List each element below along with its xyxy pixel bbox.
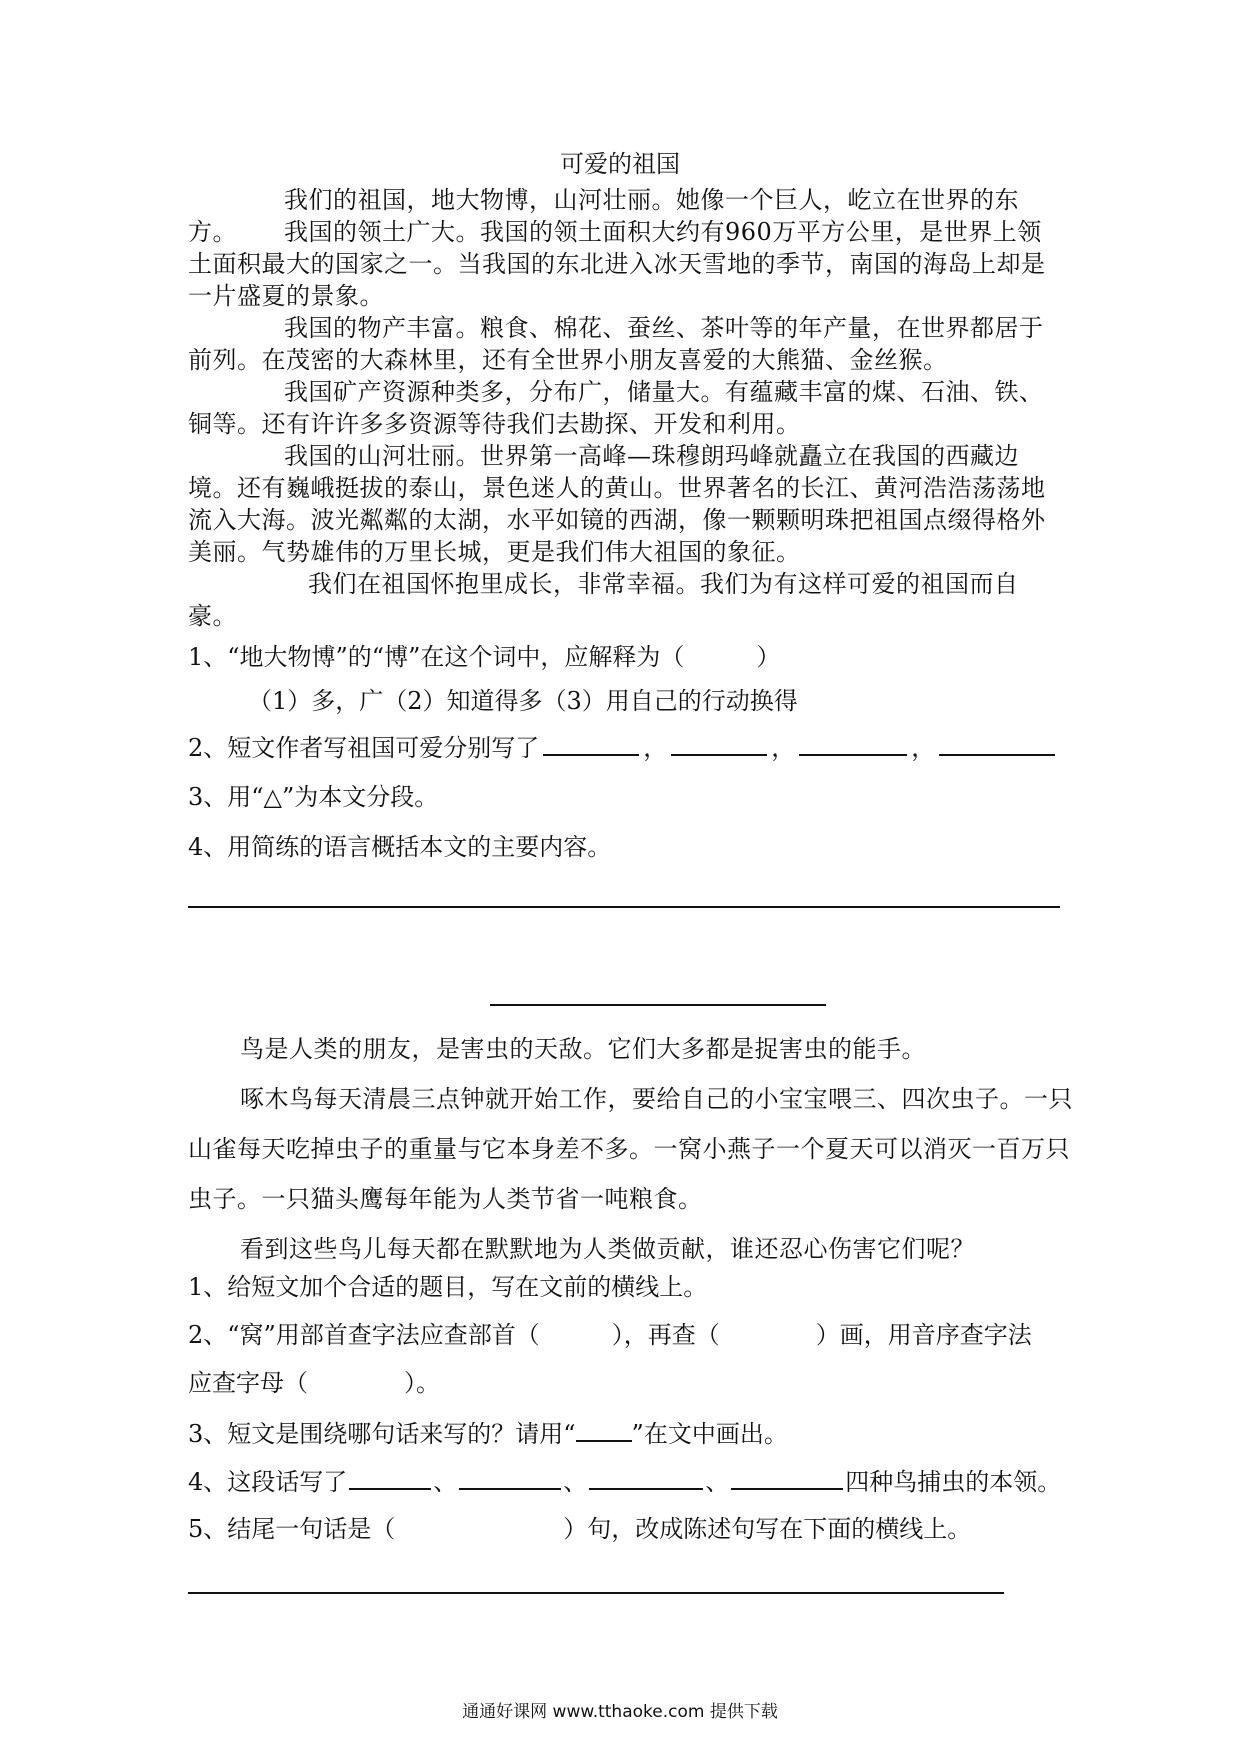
p2-question-2-line-2: 应查字母（ ）。 [188,1369,440,1397]
passage1-paragraph-3: 我国的物产丰富。粮食、棉花、蚕丝、茶叶等的年产量，在世界都居于前列。在茂密的大森林里，还有全世界小朋友喜爱的大熊猫、金丝猴。 [188,314,1044,374]
answer-blank[interactable] [799,730,907,756]
separator: 、 [563,1468,588,1496]
answer-blank[interactable] [459,1464,561,1490]
underline-symbol [576,1416,632,1442]
answer-blank[interactable] [731,1464,843,1490]
passage1-paragraph-1: 我们的祖国，地大物博，山河壮丽。她像一个巨人，屹立在世界的东方。 [188,186,1019,246]
answer-blank[interactable] [671,730,767,756]
p2-question-5: 5、结尾一句话是（ ）句，改成陈述句写在下面的横线上。 [188,1515,972,1543]
comma: ， [911,734,936,762]
answer-line[interactable] [188,906,1060,908]
answer-blank[interactable] [543,730,639,756]
answer-blank[interactable] [349,1464,431,1490]
separator: 、 [705,1468,730,1496]
footer-credit: 通通好课网 www.tthaoke.com 提供下载 [462,1702,778,1722]
p2-question-4-suffix: 四种鸟捕虫的本领。 [845,1468,1062,1496]
comma: ， [643,734,668,762]
passage2-paragraph-3: 看到这些鸟儿每天都在默默地为人类做贡献，谁还忍心伤害它们呢？ [240,1235,975,1263]
passage1-paragraph-5: 我国的山河壮丽。世界第一高峰—珠穆朗玛峰就矗立在我国的西藏边境。还有巍峨挺拔的泰山，景色迷人的黄山。世界著名的长江、黄河浩浩荡荡地流入大海。波光粼粼的太湖，水平如镜的西湖，像一颗颗明珠把祖国点缀得格外美丽。气势雄伟的万里长城，更是我们伟大祖国的象征。 [188,442,1046,566]
p2-question-4-text: 4、这段话写了 [188,1468,348,1496]
p1-question-2-text: 2、短文作者写祖国可爱分别写了 [188,734,540,762]
p1-question-3: 3、用“△”为本文分段。 [188,783,439,811]
title-answer-line[interactable] [490,1004,826,1006]
p2-question-3-suffix: ”在文中画出。 [631,1420,788,1448]
p1-question-2 [188,730,1088,765]
passage1-paragraph-6: 我们在祖国怀抱里成长，非常幸福。我们为有这样可爱的祖国而自豪。 [188,570,1019,630]
p1-question-1-options: （1）多，广（2）知道得多（3）用自己的行动换得 [248,687,798,715]
comma: ， [771,734,796,762]
passage2-paragraph-2: 啄木鸟每天清晨三点钟就开始工作，要给自己的小宝宝喂三、四次虫子。一只山雀每天吃掉虫子的重量与它本身差不多。一窝小燕子一个夏天可以消灭一百万只虫子。一只猫头鹰每年能为人类节省一吨粮食。 [188,1085,1073,1213]
p2-question-2-line-1: 2、“窝”用部首查字法应查部首（ ），再查（ ）画，用音序查字法 [188,1321,1032,1349]
separator: 、 [433,1468,458,1496]
answer-line[interactable] [188,1592,1004,1594]
passage1-paragraph-4: 我国矿产资源种类多，分布广，储量大。有蕴藏丰富的煤、石油、铁、铜等。还有许许多多资源等待我们去勘探、开发和利用。 [188,378,1044,438]
passage1-paragraph-2: 我国的领土广大。我国的领土面积大约有960万平方公里，是世界上领土面积最大的国家之一。当我国的东北进入冰天雪地的季节，南国的海岛上却是一片盛夏的景象。 [188,218,1046,310]
p2-question-1: 1、给短文加个合适的题目，写在文前的横线上。 [188,1273,708,1301]
p2-question-3 [188,1416,1088,1451]
p2-question-3-text: 3、短文是围绕哪句话来写的？请用“ [188,1420,576,1448]
passage1-title: 可爱的祖国 [560,150,680,178]
p1-question-1: 1、“地大物博”的“博”在这个词中，应解释为（ ） [188,643,781,671]
answer-blank[interactable] [939,730,1055,756]
passage2-paragraph-1: 鸟是人类的朋友，是害虫的天敌。它们大多都是捉害虫的能手。 [240,1035,926,1063]
p1-question-4: 4、用简练的语言概括本文的主要内容。 [188,833,612,861]
answer-blank[interactable] [589,1464,703,1490]
p2-question-4 [188,1464,1088,1499]
